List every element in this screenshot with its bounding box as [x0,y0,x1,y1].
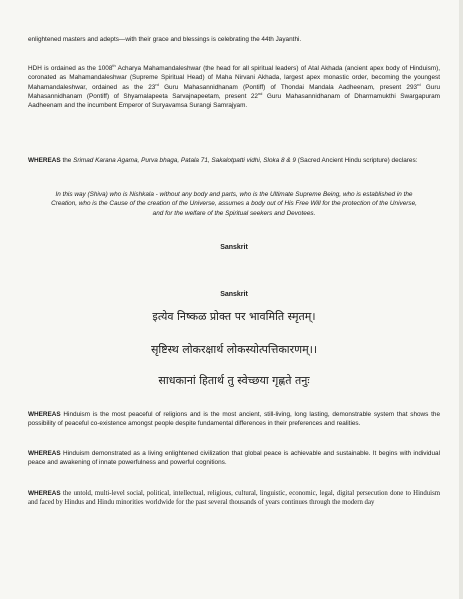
paragraph-whereas-agama [28,156,440,165]
paragraph-whereas-persecution [28,489,440,507]
sanskrit-verse-line-2: सृष्टिस्थ लोकरक्षार्थ लोकस्योत्पत्तिकारणम्।। [150,343,318,356]
whereas-peaceful-text: Hinduism is the most peaceful of religions and is the most ancient, still-living, long lasting, demonstrable system that shows the possibility of peaceful co-existence amongst people despite fundamental differences in their preferences and realities. [28,411,440,428]
ordination-sup-d: nd [257,90,263,96]
ordination-sup-c: rd [417,81,421,87]
whereas-label: WHEREAS [28,490,61,497]
ordination-text-e: Guru Mahasannidhanam of Dharmamukthi Swargapuram Aadheenam and the incumbent Emperor of Suryavamsa Surangi Samrajyam. [28,92,441,110]
whereas-persecution-text: the untold, multi-level social, political, intellectual, religious, cultural, linguistic, economic, legal, digital persecution done to Hinduism and faced by Hindus and Hindu minorities worldwide for the past several thousands of years continues through the modern day [28,490,440,506]
scripture-source: Srimad Karana Agama, Purva bhaga, Patala 71, Sakalotpatti vidhi, Sloka 8 & 9 [73,157,296,164]
ordination-text-a: HDH is ordained as the 1008 [28,65,113,72]
whereas-label: WHEREAS [28,411,61,418]
ordination-text-d: Guru Mahasannidhanam (Pontiff) of Shyamalapeeta Sarvajnapeetam, present 22 [28,83,441,100]
sanskrit-verse-line-1: इत्येव निष्कळ प्रोक्त पर भावमिति स्मृतम्। [152,310,316,323]
whereas-agama-rest: (Sacred Ancient Hindu scripture) declares: [295,157,418,164]
whereas-label: WHEREAS [28,450,61,457]
ordination-sup-b: rd [155,81,159,87]
sanskrit-label-main: Sanskrit [220,291,248,298]
whereas-label: WHEREAS [28,157,61,164]
paragraph-whereas-civilization [28,449,440,468]
scripture-quote: In this way (Shiva) who is Nishkala - without any body and parts, who is the Ultimate Supreme Being, who is established in the Creation, who is the Cause of the creation of the Universe, assumes a body out of His Free Will for the protection of the Universe, and for the welfare of the Spiritual seekers and Devotees. [51,191,417,217]
sanskrit-label-top: Sanskrit [220,244,248,251]
paragraph-hdh-ordination [28,64,440,110]
page-edge-shadow [459,0,463,599]
ordination-text-c: Guru Mahasannidhanam (Pontiff) of Thondai Mandala Aadheenam, present 293 [158,83,418,91]
ordination-sup-a: th [112,62,116,68]
ordination-text-b: Acharya Mahamandaleshwar (the head for all spiritual leaders) of Atal Akhada (ancient apex body of Hinduism), coronated as Mahamandaleshwar (Supreme Spiritual Head) of Maha Nirvani Akhada, largest apex monastic order, becoming the youngest Mahamandaleshwar, ordained as the 23 [28,65,440,91]
paragraph-whereas-peaceful [28,410,440,429]
whereas-civilization-text: Hinduism demonstrated as a living enlightened civilization that global peace is achievable and sustainable. It begins with individual peace and awakening of innate powerfulness and powerful cognitions. [28,450,440,467]
whereas-agama-the: the [60,157,74,164]
sanskrit-verse-line-3: साधकानां हितार्थ तु स्वेच्छया गृह्णते तनुः [158,374,310,387]
paragraph-jayanthi: enlightened masters and adepts—with their grace and blessings is celebrating the 44th Jayanthi. [28,36,302,43]
